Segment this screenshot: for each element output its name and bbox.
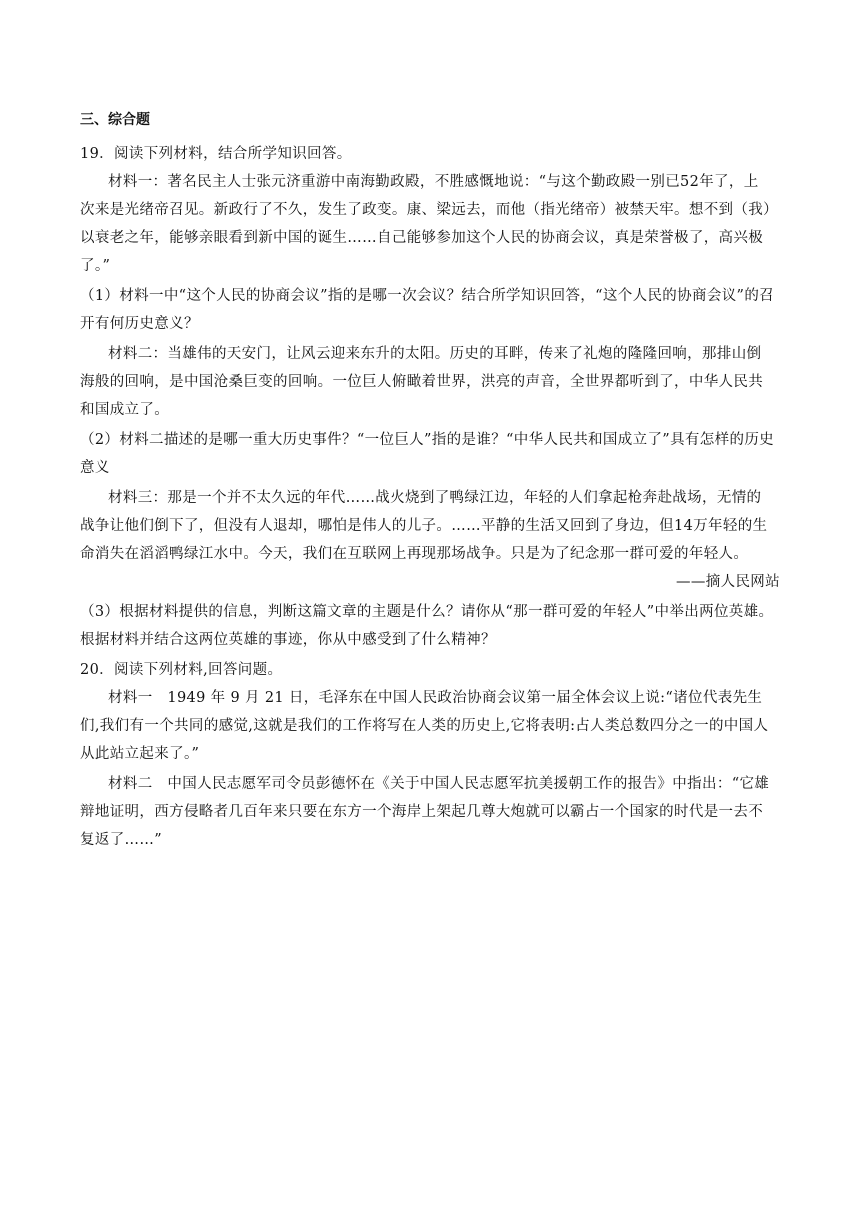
question-19 [80,140,780,654]
text-line: 们,我们有一个共同的感觉,这就是我们的工作将写在人类的历史上,它将表明:占人类总数四分之一的中国人 [80,718,769,734]
text-line: 根据材料并结合这两位英雄的事迹，你从中感受到了什么精神？ [80,632,496,648]
section-title: 三、综合题 [80,112,150,128]
text-line: 辩地证明，西方侵略者几百年来只要在东方一个海岸上架起几尊大炮就可以霸占一个国家的时代是一去不 [80,804,764,820]
question-19-stem: 19．阅读下列材料，结合所学知识回答。 [80,146,352,162]
text-line: 次来是光绪帝召见。新政行了不久，发生了政变。康、梁远去，而他（指光绪帝）被禁天牢。想不到（我） [80,202,778,218]
question-20 [80,656,780,854]
text-line: 意义 [80,460,110,476]
q19-material-3 [80,484,780,596]
text-line: 战争让他们倒下了，但没有人退却，哪怕是伟人的儿子。……平静的生活又回到了身边，但14万年轻的生 [80,518,768,534]
text-line: 从此站立起来了。” [80,746,200,762]
text-line: 以衰老之年，能够亲眼看到新中国的诞生……自己能够参加这个人民的协商会议，真是荣誉极了，高兴极 [80,230,764,246]
text-line: 开有何历史意义？ [80,316,199,332]
q19-material-1 [80,168,780,280]
text-line: 材料三：那是一个并不太久远的年代……战火烧到了鸭绿江边，年轻的人们拿起枪奔赴战场，无情的 [108,490,762,506]
text-line: 材料一：著名民主人士张元济重游中南海勤政殿，不胜感慨地说：“与这个勤政殿一别已52年了，上 [108,174,759,190]
text-line: 材料一 1949 年 9 月 21 日，毛泽东在中国人民政治协商会议第一届全体会议上说:“诸位代表先生 [108,690,763,706]
q20-material-1 [80,684,780,768]
q19-material-2 [80,340,780,424]
text-line: 材料二 中国人民志愿军司令员彭德怀在《关于中国人民志愿军抗美援朝工作的报告》中指出：“它雄 [108,776,770,792]
q19-subquestion-1 [80,282,780,338]
text-line: （2）材料二描述的是哪一重大历史事件？“一位巨人”指的是谁？“中华人民共和国成立了”具有怎样的历史 [80,432,775,448]
q19-subquestion-3 [80,598,780,654]
question-20-stem: 20．阅读下列材料,回答问题。 [80,662,283,678]
source-attribution: ——摘人民网站 [676,574,780,590]
q19-subquestion-2 [80,426,780,482]
q20-material-2 [80,770,780,854]
text-line: 复返了……” [80,832,163,848]
worksheet-page [80,110,780,856]
text-line: 了。” [80,258,111,274]
text-line: 和国成立了。 [80,402,170,418]
text-line: （3）根据材料提供的信息，判断这篇文章的主题是什么？请你从“那一群可爱的年轻人”中举出两位英雄。 [80,604,774,620]
text-line: 命消失在滔滔鸭绿江水中。今天，我们在互联网上再现那场战争。只是为了纪念那一群可爱的年轻人。 [80,546,749,562]
text-line: 材料二：当雄伟的天安门，让风云迎来东升的太阳。历史的耳畔，传来了礼炮的隆隆回响，那排山倒 [108,346,762,362]
text-line: 海般的回响，是中国沧桑巨变的回响。一位巨人俯瞰着世界，洪亮的声音，全世界都听到了，中华人民共 [80,374,764,390]
text-line: （1）材料一中“这个人民的协商会议”指的是哪一次会议？结合所学知识回答，“这个人民的协商会议”的召 [80,288,775,304]
